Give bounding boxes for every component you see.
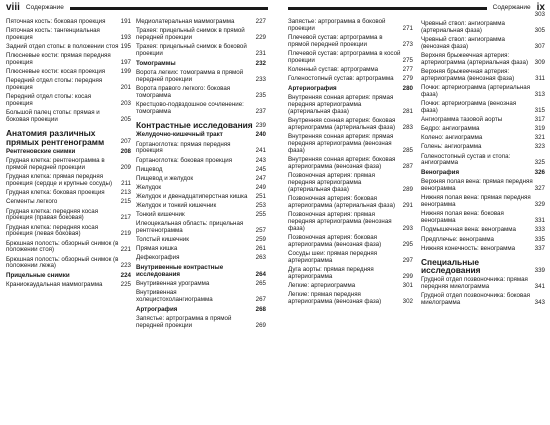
entry-title: Голеностопный сустав и стопа: ангиограмма [421, 152, 511, 167]
entry-title: Запястье: артрограмма в боковой проекции [288, 18, 386, 32]
toc-entry [6, 44, 131, 51]
toc-entry [288, 118, 413, 132]
left-page [0, 0, 270, 425]
entry-page-number: 264 [255, 271, 266, 279]
entry-title: Медиолатеральная маммограмма [136, 18, 235, 25]
toc-entry [136, 167, 266, 174]
toc-entry [288, 292, 413, 306]
toc-column [6, 19, 131, 425]
entry-title: Грудная клетка: прямая передняя проекция (сердце и крупные сосуды) [6, 173, 113, 188]
entry-page-number: 207 [120, 138, 131, 146]
entry-title: Желудок и тонкий кишечник [136, 201, 217, 209]
page-number: viii [6, 2, 20, 13]
toc-entry [136, 28, 266, 42]
entry-title: Передний отдел стопы: косая проекция [6, 93, 92, 108]
entry-title: Сосуды шеи: прямая передняя артериограмма [288, 249, 378, 264]
entry-page-number: 283 [402, 123, 413, 131]
entry-title: Артериография [288, 85, 337, 92]
entry-page-number: 239 [255, 121, 266, 129]
toc-entry [6, 174, 131, 188]
entry-title: Толстый кишечник [136, 236, 189, 244]
entry-title: Пяточная кость: боковая проекция [6, 18, 106, 25]
toc-column [288, 19, 413, 425]
entry-page-number: 325 [534, 159, 545, 167]
entry-page-number: 245 [255, 165, 266, 173]
entry-title: Голень: ангиограмма [421, 143, 482, 151]
entry-title: Нижняя полая вена: боковая венограмма [421, 210, 504, 225]
page-number: ix [536, 2, 545, 13]
entry-page-number: 195 [120, 43, 131, 51]
toc-entry [288, 19, 413, 33]
toc-entry [421, 135, 545, 142]
entry-title: Рентгеновские снимки [6, 148, 76, 156]
toc-entry [6, 241, 131, 255]
entry-title: Пяточная кость: тангенциальная проекция [6, 27, 100, 41]
entry-page-number: 199 [120, 68, 131, 76]
toc-entry [6, 28, 131, 42]
toc-entry [288, 283, 413, 290]
entry-page-number: 333 [534, 226, 545, 234]
entry-page-number: 215 [120, 198, 131, 206]
header-rule [70, 7, 268, 10]
entry-page-number: 299 [402, 272, 413, 280]
entry-title: Контрастные исследования [136, 119, 253, 130]
entry-title: Коленный сустав: артрограмма [288, 66, 379, 73]
section-heading [421, 258, 545, 275]
right-page-header [288, 2, 545, 14]
entry-title: Внутривенные контрастные исследования [136, 264, 224, 279]
entry-page-number: 224 [120, 272, 131, 280]
toc-entry [6, 19, 131, 26]
entry-title: Нижняя конечность: венограмма [421, 244, 516, 252]
entry-title: Запястье: артрограмма в прямой передней проекции [136, 315, 232, 330]
running-title: Содержание [492, 4, 531, 11]
entry-title: Гортаноглотка: прямая передняя проекция [136, 140, 231, 155]
entry-title: Почки: артериограмма (венозная фаза) [421, 100, 517, 115]
entry-page-number: 281 [402, 107, 413, 115]
entry-title: Внутренняя сонная артерия: боковая артериограмма (венозная фаза) [288, 155, 396, 170]
toc-entry [136, 185, 266, 192]
entry-title: Пищевод [136, 165, 163, 173]
entry-title: Плюсневые кости: косая проекция [6, 68, 106, 76]
entry-page-number: 331 [534, 217, 545, 225]
entry-title: Грудная клетка: передняя косая проекция (левая боковая) [6, 223, 99, 238]
toc-entry [421, 246, 545, 253]
entry-page-number: 307 [534, 43, 545, 51]
entry-page-number: 279 [402, 75, 413, 83]
entry-page-number: 265 [255, 280, 266, 288]
entry-page-number: 225 [120, 281, 131, 289]
entry-page-number: 237 [255, 107, 266, 115]
entry-title: Грудной отдел позвоночника: боковая миелограмма [421, 291, 530, 306]
toc-entry [6, 190, 131, 197]
toc-entry [288, 95, 413, 116]
entry-title: Гортаноглотка: боковая проекция [136, 156, 233, 164]
entry-title: Внутренняя сонная артерия: боковая артериограмма (артериальная фаза) [288, 117, 396, 131]
entry-page-number: 327 [534, 185, 545, 193]
toc-entry [136, 194, 266, 201]
entry-page-number: 280 [402, 85, 413, 92]
entry-title: Тонкий кишечник [136, 211, 185, 219]
entry-page-number: 257 [255, 227, 266, 235]
toc-entry [421, 37, 545, 51]
entry-page-number: 209 [120, 164, 131, 172]
entry-title: Брюшная полость: обзорный снимок (в положении лежа) [6, 255, 119, 270]
toc-entry [136, 19, 266, 26]
entry-page-number: 197 [120, 59, 131, 67]
toc-entry [421, 21, 545, 35]
entry-page-number: 337 [534, 244, 545, 252]
toc-entry [136, 203, 266, 210]
toc-entry [136, 246, 266, 253]
entry-title: Верхняя полая вена: прямая передняя венограмма [421, 178, 533, 193]
entry-page-number: 319 [534, 125, 545, 133]
entry-page-number: 291 [402, 201, 413, 209]
entry-page-number: 297 [402, 256, 413, 264]
entry-title: Голеностопный сустав: артрограмма [288, 75, 394, 83]
toc-entry [421, 154, 545, 168]
entry-title: Передний отдел стопы: передняя проекция [6, 77, 103, 92]
entry-page-number: 235 [255, 91, 266, 99]
entry-page-number: 233 [255, 75, 266, 83]
entry-page-number: 287 [402, 162, 413, 170]
entry-page-number: 335 [534, 235, 545, 243]
toc-entry [136, 86, 266, 100]
entry-title: Подмышечная вена: венограмма [421, 226, 516, 234]
toc-entry [136, 212, 266, 219]
entry-title: Сегменты легкого [6, 198, 58, 206]
entry-title: Плюсневые кости: прямая передняя проекция [6, 52, 111, 67]
toc-entry [421, 126, 545, 133]
toc-entry [288, 212, 413, 233]
entry-title: Брюшная полость: обзорный снимок (в положении стоя) [6, 239, 119, 254]
entry-title: Внутренняя сонная артерия: прямая передняя артериограмма (венозная фаза) [288, 133, 394, 154]
entry-page-number: 213 [120, 189, 131, 197]
toc-entry [136, 237, 266, 244]
entry-title: Ангиограмма тазовой аорты [421, 116, 503, 124]
toc-entry [6, 257, 131, 271]
entry-title: Плечевой сустав: артрограмма в прямой передней проекции [288, 34, 383, 48]
entry-page-number: 315 [534, 107, 545, 115]
toc-entry [6, 78, 131, 92]
entry-page-number: 275 [402, 56, 413, 64]
entry-title: Бедро: ангиограмма [421, 125, 480, 133]
entry-title: Нижняя полая вена: прямая передняя венограмма [421, 194, 531, 209]
entry-page-number: 289 [402, 185, 413, 193]
entry-title: Краниокаудальная маммограмма [6, 281, 103, 289]
entry-page-number: 217 [120, 214, 131, 222]
toc-entry [288, 51, 413, 65]
entry-page-number: 201 [120, 84, 131, 92]
entry-page-number: 193 [120, 34, 131, 41]
entry-page-number: 259 [255, 236, 266, 244]
entry-page-number: 229 [255, 34, 266, 41]
toc-entry [136, 316, 266, 330]
entry-page-number: 329 [534, 201, 545, 209]
entry-page-number: 205 [120, 116, 131, 124]
header-rule [288, 7, 487, 10]
entry-title: Желудочно-кишечный тракт [136, 131, 223, 139]
right-page [282, 0, 550, 425]
entry-page-number: 243 [255, 156, 266, 164]
entry-title: Позвоночная артерия: прямая передняя артериограмма (венозная фаза) [288, 210, 392, 232]
entry-title: Специальные исследования [421, 256, 481, 276]
toc-entry [136, 221, 266, 235]
entry-title: Внутривенная холецистохолангиограмма [136, 289, 213, 304]
entry-title: Грудная клетка: передняя косая проекция (правая боковая) [6, 207, 99, 222]
entry-title: Дефекография [136, 254, 180, 262]
entry-page-number: 277 [402, 66, 413, 73]
entry-title: Желудок [136, 183, 162, 191]
entry-title: Чревный ствол: ангиограмма (венозная фаза) [421, 36, 505, 51]
entry-page-number: 211 [121, 180, 131, 188]
toc-entry [288, 173, 413, 194]
left-page-header [6, 2, 268, 14]
subsection-heading [6, 273, 131, 280]
toc-entry [421, 69, 545, 83]
entry-title: Колено: ангиограмма [421, 134, 483, 142]
subsection-heading [136, 307, 266, 314]
toc-entry [136, 158, 266, 165]
toc-entry [6, 94, 131, 108]
entry-title: Верхняя брыжеечная артерия: артериограмма (артериальная фаза) [421, 52, 529, 67]
subsection-heading [136, 132, 266, 139]
entry-page-number: 285 [402, 146, 413, 154]
toc-entry [136, 70, 266, 84]
entry-page-number: 251 [255, 192, 266, 200]
entry-page-number: 273 [402, 40, 413, 48]
section-heading [6, 129, 131, 146]
entry-page-number: 301 [402, 281, 413, 289]
entry-title: Позвоночная артерия: боковая артериограмма (артериальная фаза) [288, 194, 396, 209]
toc-entry [136, 176, 266, 183]
toc-entry [288, 76, 413, 83]
entry-page-number: 208 [120, 148, 131, 156]
toc-entry [421, 211, 545, 225]
entry-page-number: 341 [534, 282, 545, 290]
toc-entry [6, 53, 131, 67]
entry-title: Позвоночная артерия: боковая артериограмма (венозная фаза) [288, 233, 382, 248]
entry-page-number: 323 [534, 143, 545, 151]
entry-page-number: 339 [534, 266, 545, 274]
toc-entry [6, 69, 131, 76]
toc-entry [288, 67, 413, 74]
toc-entry [288, 267, 413, 281]
entry-page-number: 249 [255, 183, 266, 191]
toc-entry [421, 195, 545, 209]
entry-page-number: 253 [255, 201, 266, 209]
entry-page-number: 326 [534, 169, 545, 177]
entry-page-number: 271 [402, 24, 413, 32]
entry-title: Позвоночная артерия: прямая передняя артериограмма (артериальная фаза) [288, 171, 375, 193]
entry-page-number: 269 [255, 322, 266, 330]
entry-page-number: 268 [255, 306, 266, 314]
entry-page-number: 343 [534, 298, 545, 306]
toc-entry [421, 227, 545, 234]
entry-title: Ворота правого легкого: боковая томограмма [136, 85, 231, 99]
toc-entry [288, 196, 413, 210]
toc-entry [288, 235, 413, 249]
entry-title: Прицельные снимки [6, 272, 70, 280]
toc-entry [421, 179, 545, 193]
toc-entry [421, 237, 545, 244]
entry-title: Почки: артериограмма (артериальная фаза) [421, 84, 531, 99]
entry-page-number: 231 [255, 50, 266, 57]
entry-title: Желудок и двенадцатиперстная кишка [136, 192, 248, 200]
entry-page-number: 305 [534, 27, 545, 35]
subsection-heading [136, 265, 266, 279]
toc-entry [136, 102, 266, 116]
entry-page-number: 311 [535, 75, 545, 83]
entry-page-number: 317 [534, 116, 545, 124]
toc-entry [136, 142, 266, 156]
entry-title: Чревный ствол: ангиограмма (артериальная фаза) [421, 20, 505, 35]
entry-page-number: 227 [255, 18, 266, 25]
section-heading [136, 121, 266, 130]
entry-title: Верхняя брыжеечная артерия: артериограмма (венозная фаза) [421, 68, 515, 83]
entry-page-number: 302 [402, 297, 413, 305]
entry-title: Крестцово-подвздошное сочленение: томограмма [136, 101, 244, 115]
entry-title: Трахея: прицельный снимок в боковой проекции [136, 43, 247, 57]
entry-page-number: 303 [534, 11, 545, 19]
toc-entry [6, 199, 131, 206]
entry-title: Артрография [136, 306, 178, 314]
subsection-heading [6, 149, 131, 156]
entry-page-number: 309 [534, 59, 545, 67]
subsection-heading [136, 61, 266, 68]
toc-entry [136, 255, 266, 262]
entry-title: Томограммы [136, 59, 176, 67]
toc-entry [421, 293, 545, 307]
entry-page-number: 221 [120, 246, 131, 254]
entry-page-number: 293 [402, 224, 413, 232]
entry-title: Задний отдел стопы: в положении стоя [6, 43, 119, 51]
entry-title: Внутривенная урограмма [136, 280, 210, 288]
subsection-heading [421, 170, 545, 177]
entry-page-number: 203 [120, 100, 131, 108]
entry-title: Анатомия различных прямых рентгенограмм [6, 128, 105, 147]
entry-title: Илеоцекальная область: прицельная рентгенограмма [136, 220, 244, 235]
toc-entry [136, 290, 266, 304]
entry-page-number: 223 [120, 262, 131, 270]
toc-entry [6, 225, 131, 239]
toc-entry [288, 251, 413, 265]
entry-title: Трахея: прицельный снимок в прямой передней проекции [136, 27, 245, 41]
toc-entry [288, 157, 413, 171]
toc-entry [421, 117, 545, 124]
entry-title: Дуга аорты: прямая передняя артериограмма [288, 265, 374, 280]
entry-page-number: 267 [255, 296, 266, 304]
entry-title: Предплечье: венограмма [421, 235, 494, 243]
subsection-heading [288, 86, 413, 93]
toc-entry [421, 144, 545, 151]
entry-page-number: 263 [255, 254, 266, 262]
toc-entry [136, 44, 266, 58]
entry-page-number: 247 [255, 174, 266, 182]
toc-entry [421, 85, 545, 99]
entry-page-number: 313 [534, 91, 545, 99]
entry-title: Пищевод и желудок [136, 174, 194, 182]
entry-page-number: 255 [255, 211, 266, 219]
toc-entry [6, 209, 131, 223]
entry-page-number: 219 [120, 230, 131, 238]
entry-title: Венография [421, 169, 460, 177]
entry-title: Грудной отдел позвоночника: прямая передняя миелограмма [421, 275, 528, 290]
entry-title: Грудная клетка: боковая проекция [6, 189, 105, 197]
entry-title: Легкие: прямая передняя артериограмма (венозная фаза) [288, 290, 382, 305]
toc-entry [6, 282, 131, 289]
entry-page-number: 240 [255, 131, 266, 139]
entry-title: Ворота легких: томограмма в прямой передней проекции [136, 69, 244, 83]
toc-column [136, 19, 266, 425]
entry-page-number: 241 [255, 147, 266, 155]
toc-entry [421, 277, 545, 291]
entry-title: Внутренняя сонная артерия: прямая передняя артериограмма (артериальная фаза) [288, 94, 394, 115]
entry-title: Легкие: артериограмма [288, 281, 356, 289]
entry-title: Прямая кишка [136, 245, 178, 253]
toc-entry [421, 53, 545, 67]
entry-page-number: 191 [120, 18, 131, 25]
entry-page-number: 321 [534, 134, 545, 142]
entry-page-number: 295 [402, 240, 413, 248]
entry-title: Грудная клетка: рентгенограмма в прямой передней проекции [6, 157, 105, 172]
running-title: Содержание [25, 4, 64, 11]
entry-title: Большой палец стопы: прямая и боковая проекции [6, 109, 100, 124]
toc-entry [288, 35, 413, 49]
entry-page-number: 232 [255, 59, 266, 67]
toc-column [421, 11, 545, 425]
entry-page-number: 261 [255, 245, 266, 253]
toc-entry [6, 158, 131, 172]
toc-entry [288, 134, 413, 155]
toc-entry [421, 101, 545, 115]
entry-title: Плечевой сустав: артрограмма в косой проекции [288, 50, 401, 64]
toc-entry [6, 110, 131, 124]
toc-entry [136, 281, 266, 288]
